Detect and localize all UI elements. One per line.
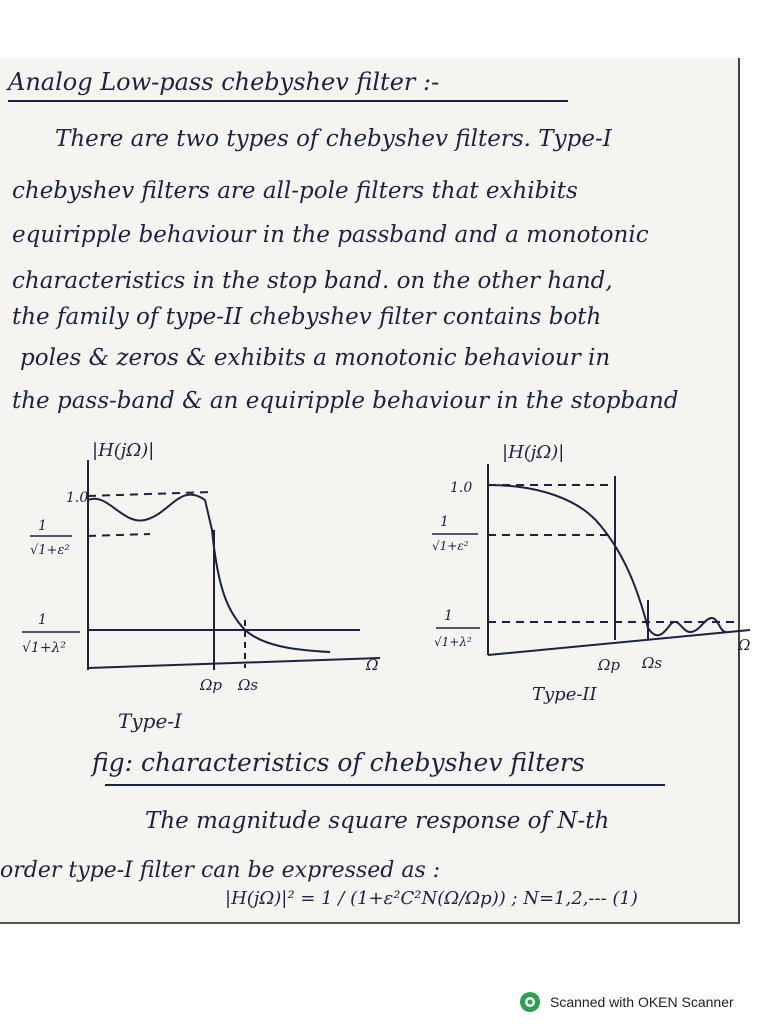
g2-x-axis bbox=[488, 630, 750, 655]
equation: |H(jΩ)|² = 1 / (1+ε²C²N(Ω/Ωp)) ; N=1,2,--- (1) bbox=[225, 888, 638, 909]
paragraph-line-1: There are two types of chebyshev filters. Type-I bbox=[55, 126, 612, 152]
figure-caption-underline bbox=[105, 784, 665, 786]
g1-mark-p: Ωp bbox=[200, 676, 223, 694]
g1-ylabel: |H(jΩ)| bbox=[92, 440, 155, 461]
paragraph-line-3: equiripple behaviour in the passband and a monotonic bbox=[12, 222, 649, 248]
g2-ylabel: |H(jΩ)| bbox=[502, 442, 565, 463]
g1-dash-mid bbox=[88, 534, 150, 536]
oken-logo-icon bbox=[518, 990, 542, 1014]
g1-caption: Type-I bbox=[118, 709, 182, 733]
g2-tick-top: 1.0 bbox=[450, 480, 473, 496]
paragraph-line-6: poles & zeros & exhibits a monotonic behaviour in bbox=[20, 345, 611, 371]
g2-tick-mid-den: √1+ε² bbox=[432, 539, 469, 553]
paragraph-line-5: the family of type-II chebyshev filter contains both bbox=[12, 304, 602, 330]
g2-mark-p: Ωp bbox=[598, 656, 621, 674]
g2-tick-mid-num: 1 bbox=[440, 514, 449, 530]
paragraph-line-7: the pass-band & an equiripple behaviour in the stopband bbox=[12, 388, 679, 414]
g1-xlabel: Ω bbox=[366, 656, 379, 674]
type-2-graph bbox=[420, 440, 768, 710]
paragraph-line-4: characteristics in the stop band. on the other hand, bbox=[12, 268, 613, 294]
g1-x-axis bbox=[88, 658, 380, 668]
title-underline bbox=[8, 100, 568, 102]
g2-tick-low-den: √1+λ² bbox=[434, 635, 472, 649]
type-1-graph bbox=[0, 440, 380, 740]
g1-response-curve bbox=[88, 495, 330, 652]
g1-tick-mid-num: 1 bbox=[38, 518, 47, 534]
g1-tick-top: 1.0 bbox=[66, 490, 89, 506]
g1-tick-low-num: 1 bbox=[38, 612, 47, 628]
g1-mark-s: Ωs bbox=[238, 676, 259, 694]
page-title: Analog Low-pass chebyshev filter :- bbox=[8, 68, 440, 96]
g2-xlabel: Ω bbox=[738, 636, 751, 654]
g1-tick-low-den: √1+λ² bbox=[22, 640, 67, 656]
g1-tick-mid-den: √1+ε² bbox=[30, 543, 70, 558]
g2-response-curve bbox=[488, 485, 726, 635]
scanner-footer bbox=[518, 990, 734, 1014]
figure-caption: fig: characteristics of chebyshev filters bbox=[92, 748, 585, 777]
after-line-2: order type-I filter can be expressed as : bbox=[0, 858, 441, 883]
g2-tick-low-num: 1 bbox=[444, 608, 453, 624]
g2-mark-s: Ωs bbox=[642, 654, 663, 672]
g2-caption: Type-II bbox=[532, 684, 597, 705]
after-line-1: The magnitude square response of N-th bbox=[145, 808, 610, 834]
footer-text: Scanned with OKEN Scanner bbox=[550, 994, 734, 1010]
paragraph-line-2: chebyshev filters are all-pole filters that exhibits bbox=[12, 178, 578, 204]
